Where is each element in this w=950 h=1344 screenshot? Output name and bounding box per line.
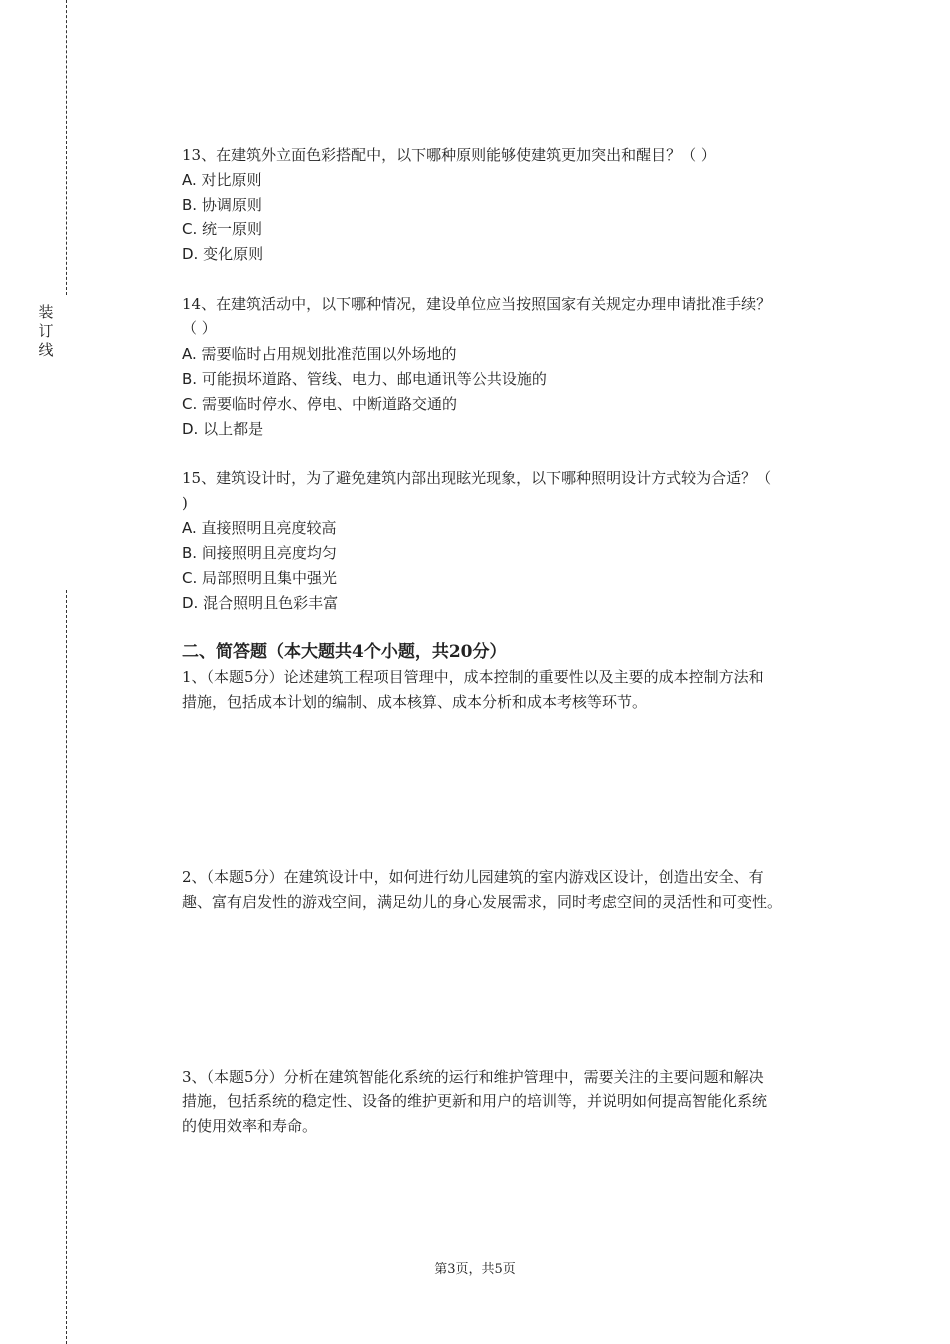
question-13-option-c: C. 统一原则 [182, 220, 263, 238]
question-15-text-cont: ) [182, 494, 188, 512]
short-answer-3-line-2: 措施，包括系统的稳定性、设备的维护更新和用户的培训等，并说明如何提高智能化系统 [182, 1092, 768, 1110]
question-14-option-d: D. 以上都是 [182, 420, 264, 438]
question-14-option-b: B. 可能损坏道路、管线、电力、邮电通讯等公共设施的 [182, 370, 547, 388]
binding-line-label: 装订线 [38, 303, 54, 359]
question-15-option-c: C. 局部照明且集中强光 [182, 569, 338, 587]
question-15-option-d: D. 混合照明且色彩丰富 [182, 594, 339, 612]
page-footer: 第3页，共5页 [434, 1262, 516, 1277]
question-15-option-b: B. 间接照明且亮度均匀 [182, 544, 337, 562]
question-14-text: 14、在建筑活动中，以下哪种情况，建设单位应当按照国家有关规定办理申请批准手续？ [182, 295, 772, 313]
short-answer-2-line-1: 2、（本题5分）在建筑设计中，如何进行幼儿园建筑的室内游戏区设计，创造出安全、有 [182, 868, 764, 886]
question-15-text: 15、建筑设计时，为了避免建筑内部出现眩光现象，以下哪种照明设计方式较为合适？（ [182, 469, 772, 487]
binding-line-top [66, 0, 67, 295]
short-answer-1-line-2: 措施，包括成本计划的编制、成本核算、成本分析和成本考核等环节。 [182, 693, 648, 711]
question-13-text: 13、在建筑外立面色彩搭配中，以下哪种原则能够使建筑更加突出和醒目？（ ） [182, 146, 716, 164]
binding-line-bottom [66, 590, 67, 1344]
short-answer-2-line-2: 趣、富有启发性的游戏空间，满足幼儿的身心发展需求，同时考虑空间的灵活性和可变性。 [182, 893, 783, 911]
question-14-text-cont: （ ） [182, 319, 217, 337]
short-answer-1-line-1: 1、（本题5分）论述建筑工程项目管理中，成本控制的重要性以及主要的成本控制方法和 [182, 668, 764, 686]
short-answer-3-line-1: 3、（本题5分）分析在建筑智能化系统的运行和维护管理中，需要关注的主要问题和解决 [182, 1068, 764, 1086]
question-15-option-a: A. 直接照明且亮度较高 [182, 519, 337, 537]
section-heading: 二、简答题（本大题共4个小题，共20分） [182, 642, 507, 662]
short-answer-3-line-3: 的使用效率和寿命。 [182, 1117, 318, 1135]
question-14-option-c: C. 需要临时停水、停电、中断道路交通的 [182, 395, 458, 413]
question-14-option-a: A. 需要临时占用规划批准范围以外场地的 [182, 345, 457, 363]
question-13-option-a: A. 对比原则 [182, 171, 262, 189]
question-13-option-d: D. 变化原则 [182, 245, 264, 263]
question-13-option-b: B. 协调原则 [182, 196, 262, 214]
